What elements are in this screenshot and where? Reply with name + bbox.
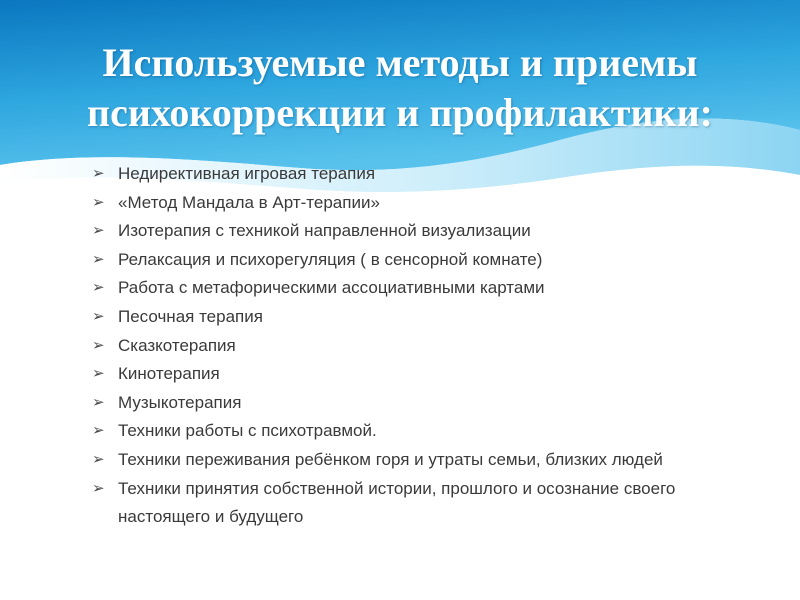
- methods-list: [90, 160, 770, 532]
- list-item-label: Музыкотерапия: [118, 392, 242, 412]
- list-item: [90, 446, 770, 475]
- list-item-label: Кинотерапия: [118, 364, 220, 384]
- slide-title-line-1: Используемые методы и приемы: [102, 40, 698, 85]
- arrow-bullet-icon: ➢: [92, 393, 105, 411]
- list-item-label: Изотерапия с техникой направленной визуализации: [118, 221, 531, 241]
- list-item: [90, 217, 770, 246]
- list-item: [90, 246, 770, 275]
- list-item-label: Сказкотерапия: [118, 335, 236, 355]
- list-item: [90, 303, 770, 332]
- arrow-bullet-icon: ➢: [92, 479, 105, 497]
- list-item: [90, 160, 770, 189]
- list-item: [90, 189, 770, 218]
- arrow-bullet-icon: ➢: [92, 250, 105, 268]
- arrow-bullet-icon: ➢: [92, 222, 105, 240]
- arrow-bullet-icon: ➢: [92, 165, 105, 182]
- list-item: [90, 360, 770, 389]
- arrow-bullet-icon: ➢: [92, 450, 105, 468]
- list-item: [90, 475, 770, 532]
- list-item-label: «Метод Мандала в Арт-терапии»: [118, 192, 380, 212]
- arrow-bullet-icon: ➢: [92, 336, 105, 354]
- list-item-label: Техники принятия собственной истории, прошлого и осознание своего настоящего и будущего: [118, 478, 676, 527]
- arrow-bullet-icon: ➢: [92, 279, 105, 297]
- list-item-label: Недирективная игровая терапия: [118, 164, 376, 183]
- list-item-label: Релаксация и психорегуляция ( в сенсорной комнате): [118, 249, 543, 269]
- list-item-label: Песочная терапия: [118, 306, 263, 326]
- list-item: [90, 389, 770, 418]
- list-item: [90, 332, 770, 361]
- list-item-label: Техники переживания ребёнком горя и утраты семьи, близких людей: [118, 449, 663, 469]
- list-item: [90, 417, 770, 446]
- arrow-bullet-icon: ➢: [92, 193, 105, 211]
- list-item-label: Работа с метафорическими ассоциативными картами: [118, 278, 545, 298]
- arrow-bullet-icon: ➢: [92, 307, 105, 325]
- list-item-label: Техники работы с психотравмой.: [118, 421, 377, 441]
- arrow-bullet-icon: ➢: [92, 422, 105, 440]
- list-item: [90, 274, 770, 303]
- slide-title-line-2: психокоррекции и профилактики:: [87, 90, 713, 135]
- slide-title: [40, 38, 760, 138]
- arrow-bullet-icon: ➢: [92, 365, 105, 383]
